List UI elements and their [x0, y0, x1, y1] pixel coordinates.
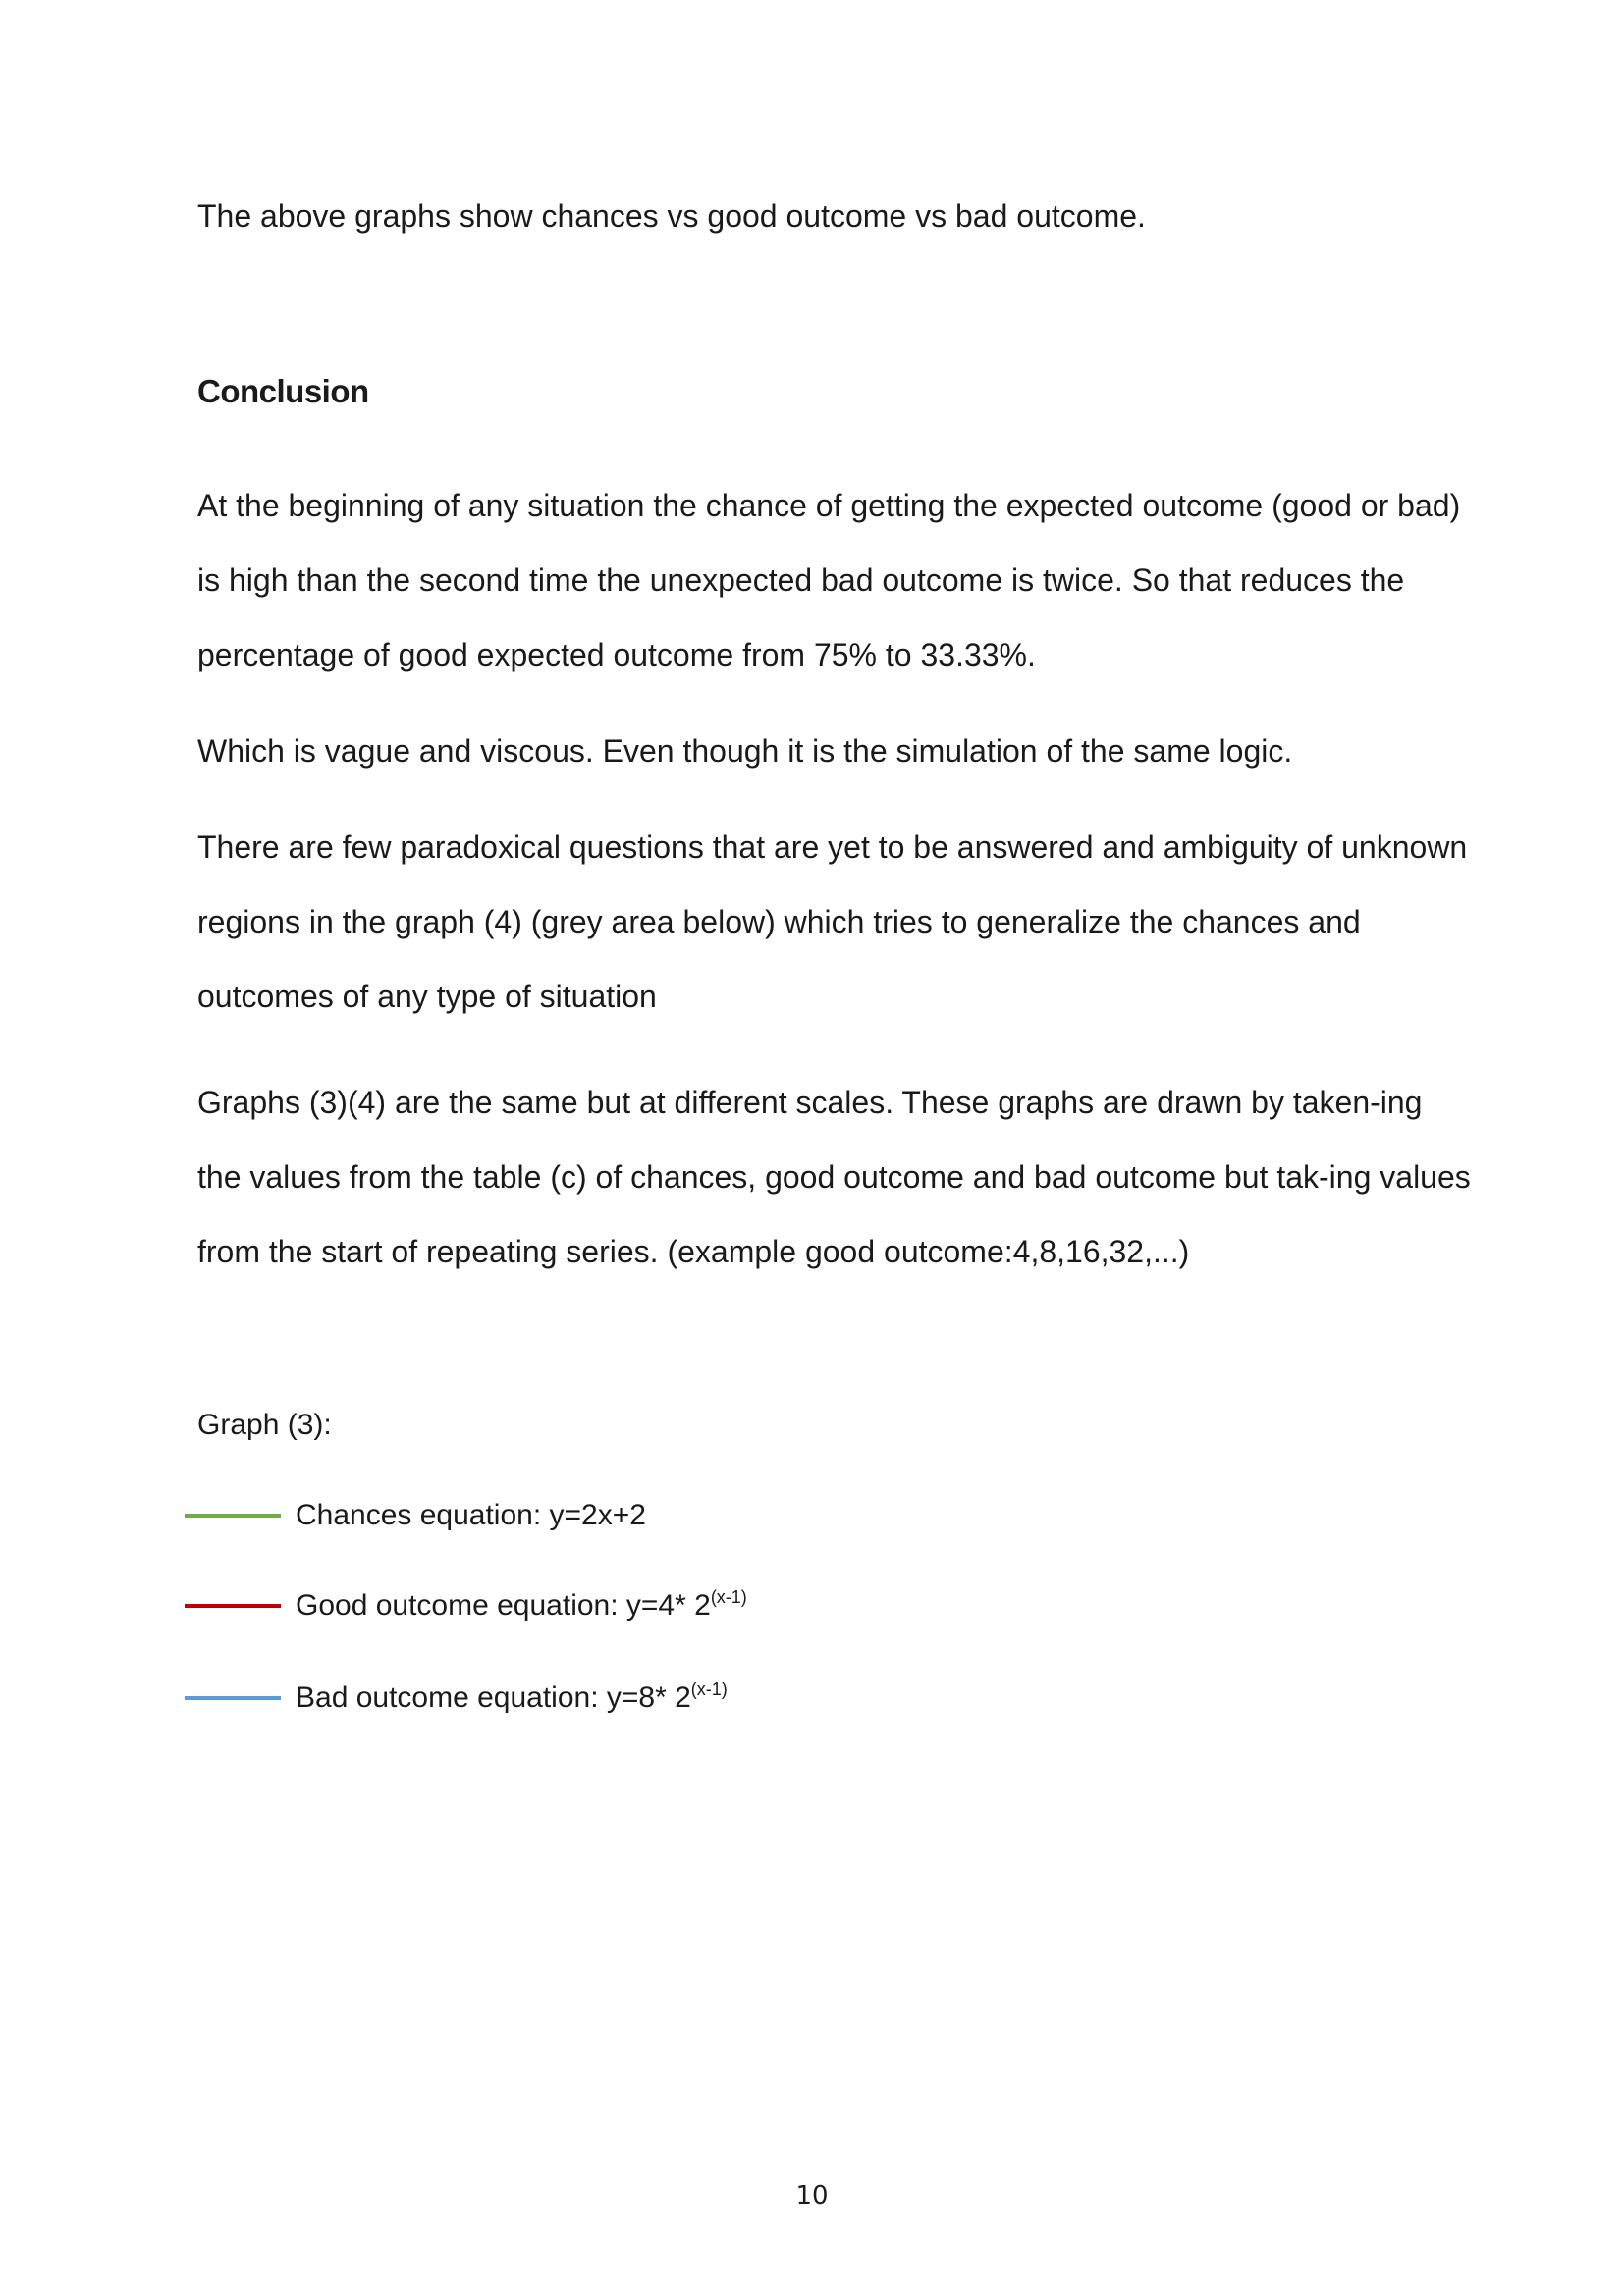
legend-swatch-bad-outcome: [185, 1696, 281, 1700]
legend-label-good-outcome: Good outcome equation: y=4* 2$^{(x-1)}$: [296, 1587, 747, 1622]
legend-item-chances: [185, 1496, 646, 1535]
conclusion-paragraph-2: Which is vague and viscous. Even though it is the simulation of the same logic.: [197, 733, 1293, 769]
legend-swatch-good-outcome: [185, 1604, 281, 1608]
page-number: 10: [795, 2181, 829, 2211]
conclusion-paragraph-1: At the beginning of any situation the chance of getting the expected outcome (good or bad) is high than the second time the unexpected bad outcome is twice. So that reduces the percentage of good expected outcome from 75% to 33.33%.: [197, 488, 1461, 672]
legend-exponent-good-outcome: (x-1): [710, 1587, 747, 1607]
intro-text: The above graphs show chances vs good outcome vs bad outcome.: [197, 198, 1146, 234]
legend-label-bad-outcome: Bad outcome equation: y=8* 2$^{(x-1)}$: [296, 1680, 728, 1714]
legend-swatch-chances: [185, 1514, 281, 1518]
graph-3-label: Graph (3):: [197, 1409, 332, 1441]
legend-exponent-bad-outcome: (x-1): [690, 1680, 728, 1699]
conclusion-paragraph-3: There are few paradoxical questions that are yet to be answered and ambiguity of unknown regions in the graph (4) (grey area below) which tries to generalize the chances and outcomes of any type of situation: [197, 829, 1468, 1014]
legend-item-bad-outcome: [185, 1679, 728, 1718]
conclusion-paragraph-4: Graphs (3)(4) are the same but at different scales. These graphs are drawn by taken-ing the values from the table (c) of chances, good outcome and bad outcome but tak-ing values from the start of repeating series. (example good outcome:4,8,16,32,...): [197, 1085, 1471, 1269]
legend-item-good-outcome: [185, 1586, 747, 1626]
legend-label-chances: Chances equation: y=2x+2: [296, 1499, 646, 1531]
conclusion-heading: Conclusion: [197, 373, 369, 409]
